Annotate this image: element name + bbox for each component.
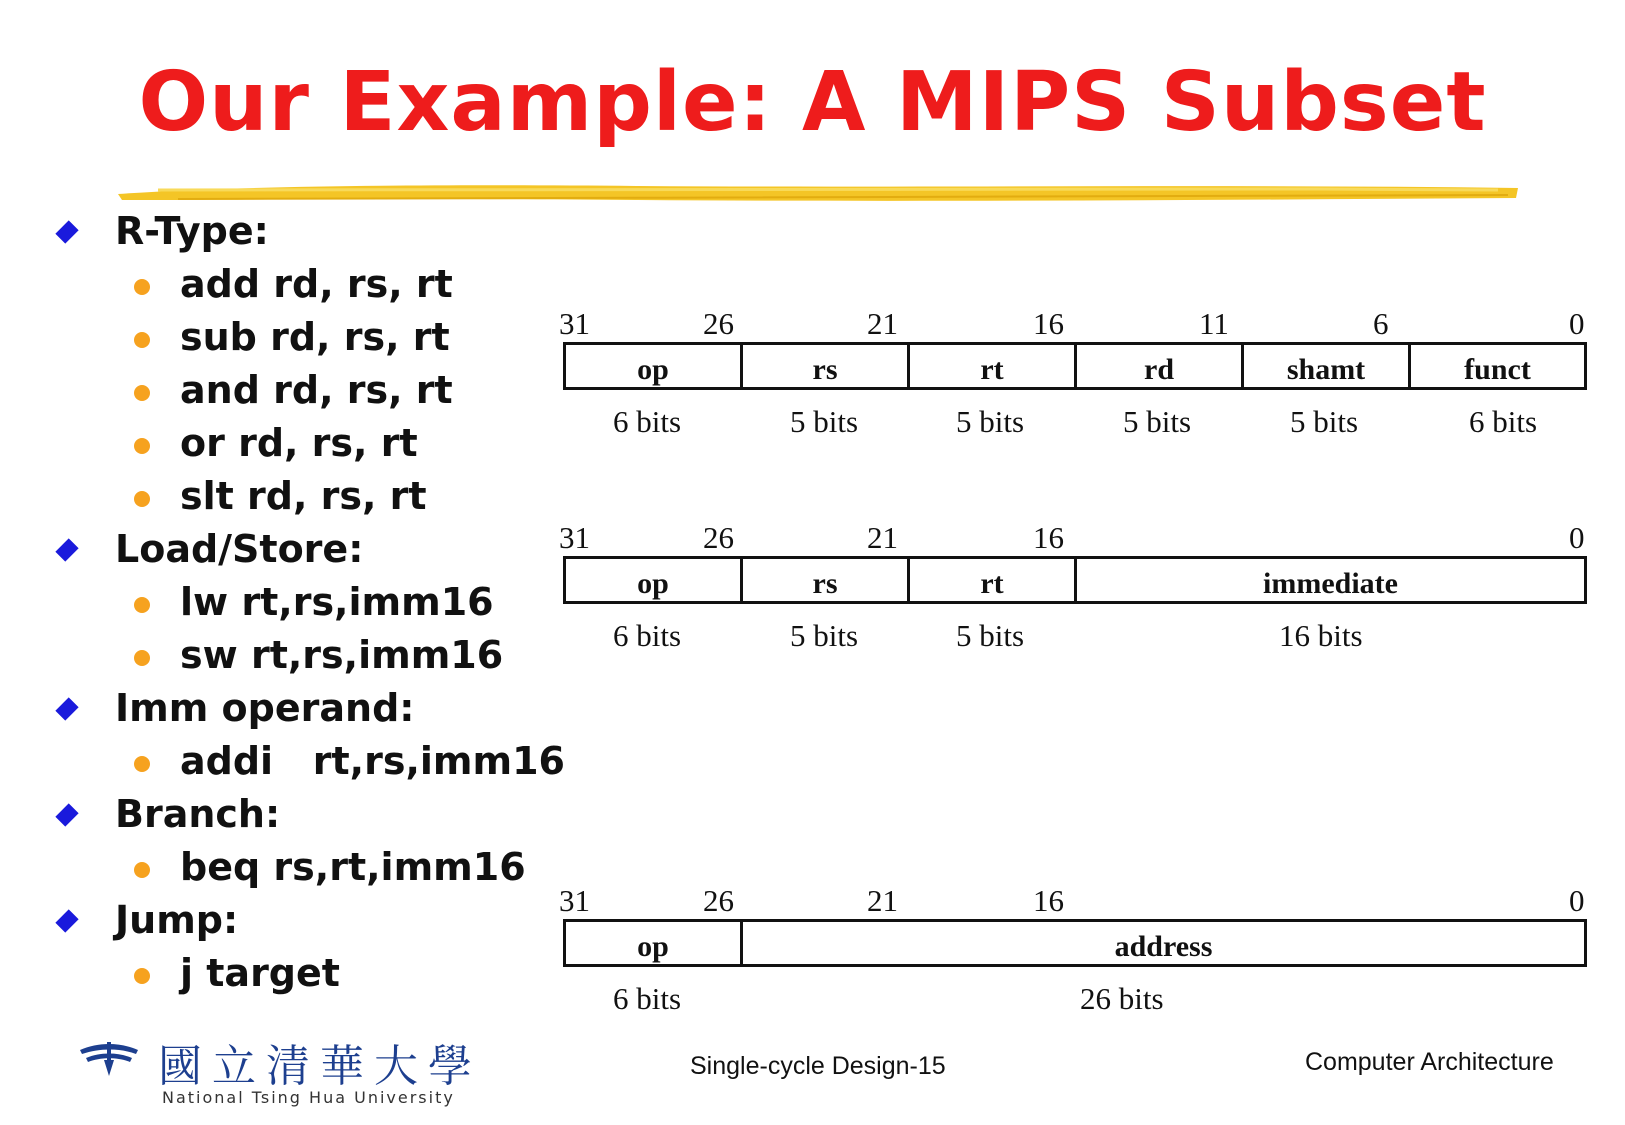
category-imm-operand: Imm operand: <box>50 682 565 735</box>
width-label: 16 bits <box>1279 618 1363 653</box>
instruction-item: or rd, rs, rt <box>50 417 565 470</box>
instruction-field-box <box>563 919 1587 967</box>
field-immediate: immediate <box>1263 567 1398 600</box>
field-shamt: shamt <box>1244 345 1411 387</box>
field-rt: rt <box>910 345 1077 387</box>
bit-label: 0 <box>1569 306 1585 341</box>
field-funct: funct <box>1464 353 1531 386</box>
itype-format-diagram <box>559 520 1587 658</box>
dot-bullet-icon <box>134 491 150 507</box>
bit-label: 21 <box>867 520 898 555</box>
bit-label: 31 <box>559 306 590 341</box>
field-rs: rs <box>743 559 910 601</box>
field-op: op <box>566 345 743 387</box>
width-label: 26 bits <box>1080 981 1164 1016</box>
dot-bullet-icon <box>134 968 150 984</box>
instruction-item: add rd, rs, rt <box>50 258 565 311</box>
bit-position-labels <box>559 520 1587 556</box>
instruction-item: and rd, rs, rt <box>50 364 565 417</box>
bit-label: 11 <box>1199 306 1229 341</box>
category-jump: Jump: <box>50 894 565 947</box>
slide-number-footer: Single-cycle Design-15 <box>690 1052 946 1080</box>
field-width-labels <box>563 404 1587 444</box>
width-label: 5 bits <box>1123 404 1192 439</box>
nthu-logo-text: National Tsing Hua University <box>162 1088 455 1107</box>
bit-label: 0 <box>1569 520 1585 555</box>
bit-label: 21 <box>867 883 898 918</box>
bit-label: 0 <box>1569 883 1585 918</box>
bit-label: 26 <box>703 520 734 555</box>
bit-position-labels <box>559 883 1587 919</box>
bit-label: 16 <box>1033 306 1064 341</box>
instruction-item: sub rd, rs, rt <box>50 311 565 364</box>
width-label: 5 bits <box>956 618 1025 653</box>
title-underline-brush <box>118 178 1518 208</box>
category-load-store: Load/Store: <box>50 523 565 576</box>
bit-label: 16 <box>1033 883 1064 918</box>
slide-title: Our Example: A MIPS Subset <box>138 55 1487 150</box>
category-rtype: R-Type: <box>50 205 565 258</box>
width-label: 6 bits <box>1469 404 1538 439</box>
instruction-item: lw rt,rs,imm16 <box>50 576 565 629</box>
dot-bullet-icon <box>134 862 150 878</box>
field-rs: rs <box>743 345 910 387</box>
width-label: 5 bits <box>790 618 859 653</box>
bit-label: 26 <box>703 306 734 341</box>
bit-label: 31 <box>559 520 590 555</box>
dot-bullet-icon <box>134 756 150 772</box>
field-rd: rd <box>1077 345 1244 387</box>
category-branch: Branch: <box>50 788 565 841</box>
rtype-format-diagram <box>559 306 1587 444</box>
instruction-item: sw rt,rs,imm16 <box>50 629 565 682</box>
width-label: 6 bits <box>613 618 682 653</box>
field-op: op <box>566 559 743 601</box>
diamond-bullet-icon <box>55 803 78 826</box>
diamond-bullet-icon <box>55 538 78 561</box>
dot-bullet-icon <box>134 385 150 401</box>
width-label: 5 bits <box>956 404 1025 439</box>
field-width-labels <box>563 618 1587 658</box>
dot-bullet-icon <box>134 597 150 613</box>
bit-label: 26 <box>703 883 734 918</box>
field-op: op <box>566 922 743 964</box>
bit-label: 31 <box>559 883 590 918</box>
dot-bullet-icon <box>134 279 150 295</box>
course-name-footer: Computer Architecture <box>1305 1048 1554 1076</box>
dot-bullet-icon <box>134 438 150 454</box>
bit-position-labels <box>559 306 1587 342</box>
dot-bullet-icon <box>134 650 150 666</box>
diamond-bullet-icon <box>55 909 78 932</box>
dot-bullet-icon <box>134 332 150 348</box>
width-label: 5 bits <box>790 404 859 439</box>
field-width-labels <box>563 981 1587 1021</box>
instruction-field-box <box>563 556 1587 604</box>
field-rt: rt <box>910 559 1077 601</box>
instruction-item: beq rs,rt,imm16 <box>50 841 565 894</box>
instruction-item: j target <box>50 947 565 1000</box>
diamond-bullet-icon <box>55 220 78 243</box>
width-label: 6 bits <box>613 404 682 439</box>
jtype-format-diagram <box>559 883 1587 1021</box>
instruction-item: slt rd, rs, rt <box>50 470 565 523</box>
bit-label: 16 <box>1033 520 1064 555</box>
bit-label: 21 <box>867 306 898 341</box>
instruction-field-box <box>563 342 1587 390</box>
instruction-item: addi rt,rs,imm16 <box>50 735 565 788</box>
width-label: 6 bits <box>613 981 682 1016</box>
field-address: address <box>1114 930 1213 963</box>
nthu-logo-cjk: 國立清華大學 <box>158 1041 482 1092</box>
diamond-bullet-icon <box>55 697 78 720</box>
bit-label: 6 <box>1373 306 1389 341</box>
width-label: 5 bits <box>1290 404 1359 439</box>
instruction-list <box>50 205 565 1000</box>
